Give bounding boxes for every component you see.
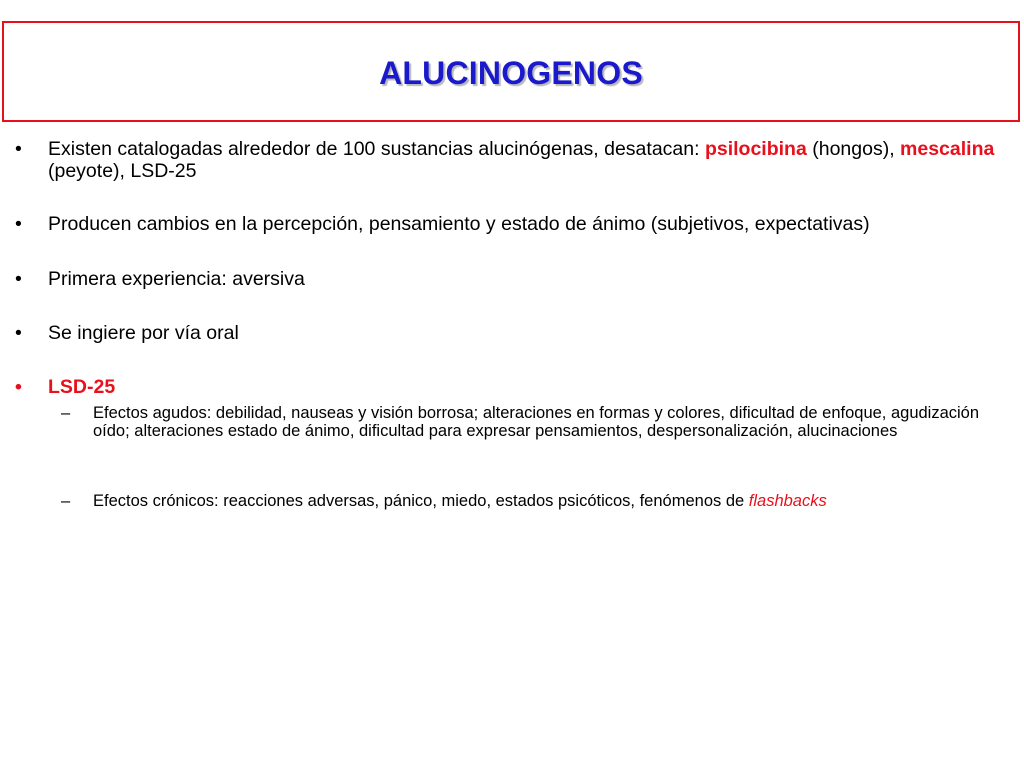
bullet-mark: • <box>15 138 22 160</box>
sub-item-1-text: Efectos agudos: debilidad, nauseas y visión borrosa; alteraciones en formas y colores, dificultad de enfoque, agudización oído; alteraciones estado de ánimo, dificultad para expresar pensamientos, despersonalización, alucinaciones <box>93 404 980 440</box>
bullet-1-text-c: (peyote), LSD-25 <box>48 160 197 182</box>
bullet-1-text-b: (hongos), <box>806 138 901 160</box>
bullet-mark: • <box>15 268 22 290</box>
sub-item-1 <box>61 404 993 440</box>
dash-mark: – <box>61 404 71 422</box>
bullet-1-highlight-psilocibina: psilocibina <box>704 138 807 160</box>
bullet-3-text: Primera experiencia: aversiva <box>48 268 305 290</box>
sub-item-2 <box>61 492 993 510</box>
bullet-item-1 <box>15 138 998 182</box>
slide-title: ALUCINOGENOS <box>379 55 643 91</box>
bullet-item-4 <box>15 322 998 344</box>
bullet-1-text-a: Existen catalogadas alrededor de 100 sustancias alucinógenas, desatacan: <box>48 138 705 160</box>
bullet-1-highlight-mescalina: mescalina <box>900 138 995 160</box>
bullet-item-5 <box>15 376 998 398</box>
sub-item-2-emphasis: flashbacks <box>748 492 827 510</box>
dash-mark: – <box>61 492 71 510</box>
sub-item-2-text: Efectos crónicos: reacciones adversas, pánico, miedo, estados psicóticos, fenómenos de <box>93 492 749 510</box>
bullet-mark: • <box>15 322 22 344</box>
bullet-2-text: Producen cambios en la percepción, pensamiento y estado de ánimo (subjetivos, expectativas) <box>48 213 870 235</box>
bullet-item-2 <box>15 213 998 235</box>
bullet-5-text: LSD-25 <box>48 376 116 398</box>
bullet-item-3 <box>15 268 998 290</box>
bullet-4-text: Se ingiere por vía oral <box>48 322 239 344</box>
bullet-mark: • <box>15 376 22 398</box>
bullet-mark: • <box>15 213 22 235</box>
